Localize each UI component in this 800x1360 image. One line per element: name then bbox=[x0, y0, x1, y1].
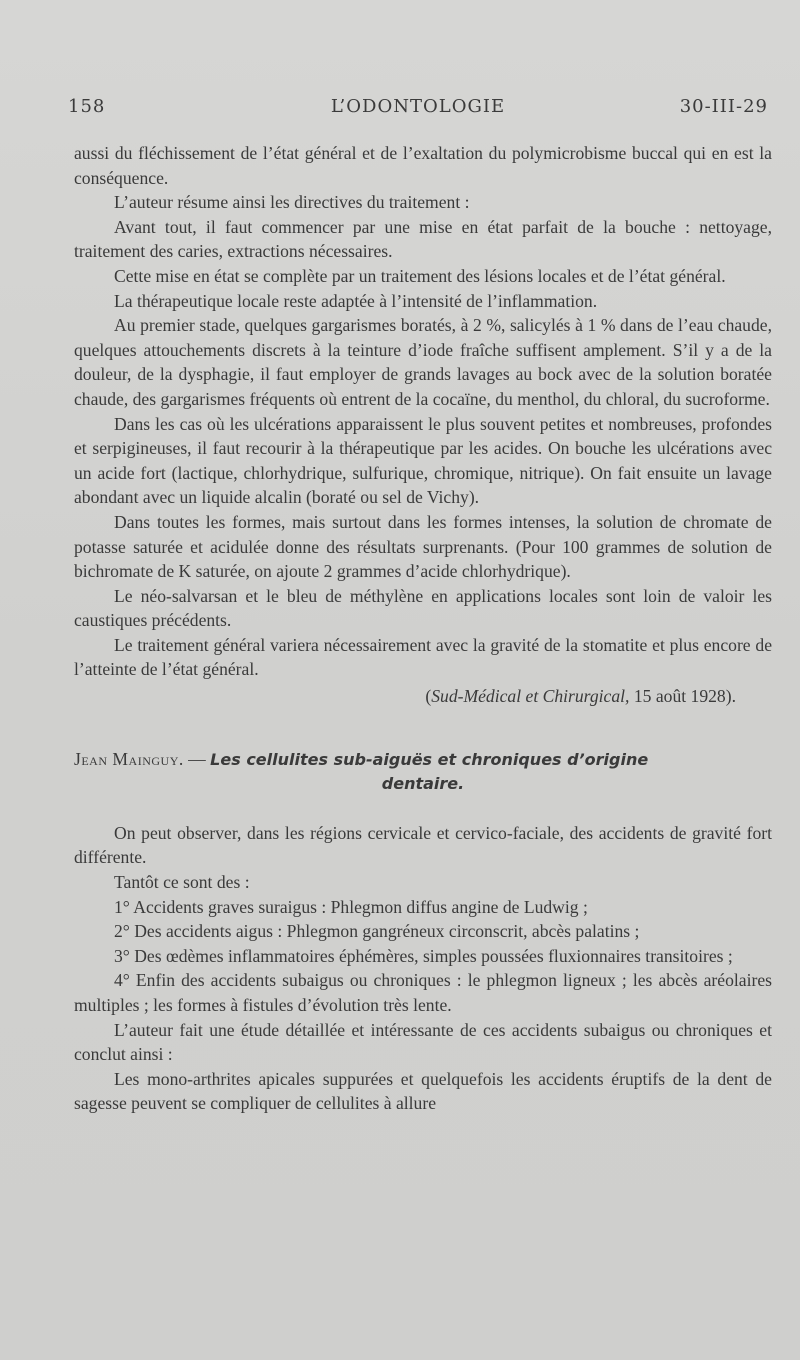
paragraph: aussi du fléchissement de l’état général et de l’exaltation du polymicrobisme buccal qui en est la conséquence. bbox=[74, 143, 772, 188]
paragraph: On peut observer, dans les régions cervicale et cervico-faciale, des accidents de gravité fort différente. bbox=[74, 822, 772, 868]
paragraph: Dans toutes les formes, mais surtout dans les formes intenses, la solution de chromate de potasse saturée et acidulée donne des résultats surprenants. (Pour 100 grammes de solution de bichromate de K saturée, on ajoute 2 grammes d’acide chlorhydrique). bbox=[74, 511, 772, 582]
heading-dash: — bbox=[183, 748, 211, 769]
article-title-end: dentaire. bbox=[381, 774, 465, 794]
list-item: 3° Des œdèmes inflammatoires éphémères, simples poussées fluxionnaires transitoires ; bbox=[114, 945, 733, 966]
paragraph: Dans les cas où les ulcérations apparaissent le plus souvent petites et nombreuses, profondes et serpigineuses, il faut recourir à la thérapeutique par les acides. On bouche les ulcérations avec un acide fort (lactique, chlorhydrique, sulfurique, chromique, nitrique). On fait ensuite un lavage abondant avec un liquide alcalin (boraté ou sel de Vichy). bbox=[74, 413, 772, 508]
article-title: Les cellulites sub-aiguës et chroniques d’origine bbox=[210, 749, 649, 769]
paragraph: Les mono-arthrites apicales suppurées et quelquefois les accidents éruptifs de la dent de sagesse peuvent se compliquer de cellulites à allure bbox=[74, 1068, 772, 1114]
list-item: 4° Enfin des accidents subaigus ou chroniques : le phlegmon ligneux ; les abcès aréolaires multiples ; les formes à fistules d’évolution très lente. bbox=[74, 970, 772, 1015]
journal-title: L’ODONTOLOGIE bbox=[330, 96, 506, 117]
paragraph: Avant tout, il faut commencer par une mise en état parfait de la bouche : nettoyage, traitement des caries, extractions nécessaires. bbox=[74, 216, 772, 262]
source-date: 15 août 1928). bbox=[633, 686, 736, 707]
source-journal: Sud-Médical et Chirurgical, bbox=[431, 686, 630, 707]
page-body bbox=[74, 141, 772, 1116]
source-citation: (Sud-Médical et Chirurgical, 15 août 1928). bbox=[425, 686, 736, 707]
issue-date: 30-III-29 bbox=[679, 96, 768, 117]
paragraph: Le traitement général variera nécessairement avec la gravité de la stomatite et plus encore de l’atteinte de l’état général. bbox=[74, 634, 772, 680]
paragraph: Au premier stade, quelques gargarismes boratés, à 2 %, salicylés à 1 % dans de l’eau chaude, quelques attouchements discrets à la teinture d’iode fraîche suffisent amplement. S’il y a de la douleur, de la dysphagie, il faut employer de grands lavages au bock avec de la solution boratée chaude, des gargarismes fréquents où entrent de la cocaïne, du menthol, du chloral, du sucroforme. bbox=[74, 315, 772, 409]
paragraph: Le néo-salvarsan et le bleu de méthylène en applications locales sont loin de valoir les caustiques précédents. bbox=[74, 585, 772, 631]
paragraph: Cette mise en état se complète par un traitement des lésions locales et de l’état général. bbox=[114, 265, 726, 286]
paragraph: La thérapeutique locale reste adaptée à l’intensité de l’inflammation. bbox=[114, 290, 598, 311]
page-number: 158 bbox=[68, 96, 106, 117]
list-item: 2° Des accidents aigus : Phlegmon gangréneux circonscrit, abcès palatins ; bbox=[114, 921, 640, 942]
running-header bbox=[68, 96, 768, 130]
list-item: 1° Accidents graves suraigus : Phlegmon diffus angine de Ludwig ; bbox=[114, 896, 588, 917]
paragraph: L’auteur résume ainsi les directives du traitement : bbox=[114, 192, 470, 213]
paragraph: L’auteur fait une étude détaillée et intéressante de ces accidents subaigus ou chroniques et conclut ainsi : bbox=[74, 1019, 772, 1065]
paragraph: Tantôt ce sont des : bbox=[114, 872, 250, 893]
article-author: Jean Mainguy. bbox=[74, 748, 184, 769]
article-heading bbox=[74, 747, 772, 797]
